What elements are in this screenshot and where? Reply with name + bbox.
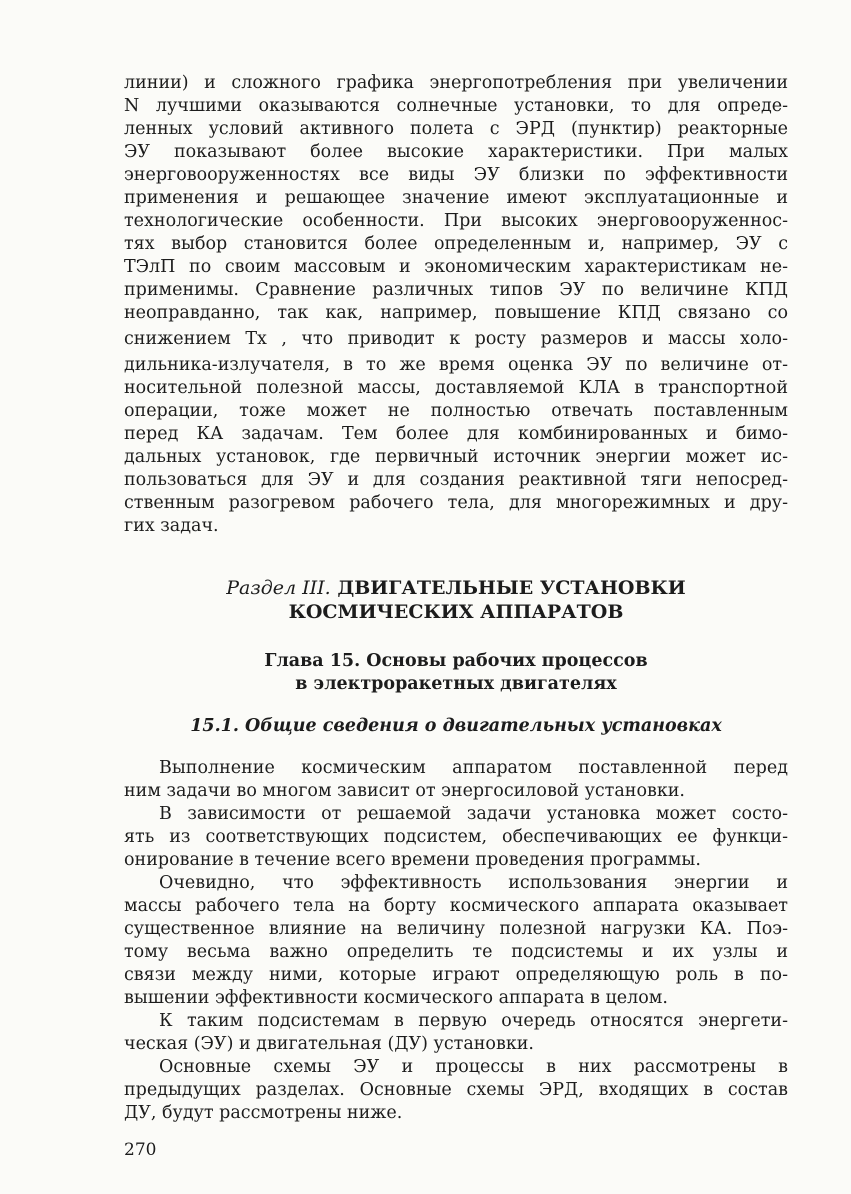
text-line: гих задач. [124,516,219,536]
text-line: предыдущих разделах. Основные схемы ЭРД, входящих в состав [124,1080,788,1100]
section-title-line-2: КОСМИЧЕСКИХ АППАРАТОВ [288,601,624,623]
text-line: ним задачи во многом зависит от энергосиловой установки. [124,781,685,801]
paragraph [124,1010,788,1056]
text-line: N лучшими оказываются солнечные установки, то для опреде- [124,96,788,116]
text-line: вышении эффективности космического аппарата в целом. [124,988,668,1008]
text-line: технологические особенности. При высоких энерговооруженнос- [124,211,788,231]
chapter-title-line-2: в электроракетных двигателях [295,674,617,694]
subsection-title: 15.1. Общие сведения о двигательных установках [190,716,722,736]
text-line: К таким подсистемам в первую очередь относятся энергети- [159,1011,788,1031]
text-line: применимы. Сравнение различных типов ЭУ по величине КПД [124,280,788,300]
paragraph [124,872,788,1010]
text-line: неоправданно, так как, например, повышение КПД связано со [124,303,788,323]
text-line: ственным разогревом рабочего тела, для многорежимных и дру- [124,493,788,513]
text-line: ять из соответствующих подсистем, обеспечивающих ее функци- [124,827,788,847]
paragraph [124,757,788,803]
paragraph [124,803,788,872]
text-line: Очевидно, что эффективность использования энергии и [159,873,788,893]
text-line: Выполнение космическим аппаратом поставленной перед [159,758,788,778]
text-line: тях выбор становится более определенным и, например, ЭУ с [124,234,788,254]
text-line: дальных установок, где первичный источник энергии может ис- [124,447,788,467]
text-line: ТЭлП по своим массовым и экономическим характеристикам не- [124,257,788,277]
text-line: тому весьма важно определить те подсистемы и их узлы и [124,942,788,962]
text-line: ЭУ показывают более высокие характеристики. При малых [124,142,788,162]
text-line: линии) и сложного графика энергопотребления при увеличении [124,73,788,93]
body-text [124,757,788,1125]
section-heading [124,576,788,601]
text-line: массы рабочего тела на борту космического аппарата оказывает [124,896,788,916]
text-line: существенное влияние на величину полезной нагрузки КА. Поэ- [124,919,788,939]
text-line: В зависимости от решаемой задачи установка может состо- [159,804,788,824]
chapter-title-line-1: Глава 15. Основы рабочих процессов [264,651,648,671]
text-line: онирование в течение всего времени проведения программы. [124,850,701,870]
text-line: связи между ними, которые играют определяющую роль в по- [124,965,788,985]
text-line: Основные схемы ЭУ и процессы в них рассмотрены в [159,1057,788,1077]
text-line: снижением Tх , что приводит к росту размеров и массы холо- [124,329,788,349]
section-heading-line-2 [124,600,788,625]
text-line: дильника-излучателя, в то же время оценка ЭУ по величине от- [124,355,788,375]
text-line: ленных условий активного полета с ЭРД (пунктир) реакторные [124,119,788,139]
text-line: энерговооруженностях все виды ЭУ близки по эффективности [124,165,788,185]
text-line: ДУ, будут рассмотрены ниже. [124,1103,403,1123]
text-line: применения и решающее значение имеют эксплуатационные и [124,188,788,208]
text-line: перед КА задачам. Тем более для комбинированных и бимо- [124,424,788,444]
section-title-line-1: ДВИГАТЕЛЬНЫЕ УСТАНОВКИ [337,577,686,599]
text-line: операции, тоже может не полностью отвечать поставленным [124,401,788,421]
text-line: ческая (ЭУ) и двигательная (ДУ) установки. [124,1034,534,1054]
paragraph [124,1056,788,1125]
text-line: носительной полезной массы, доставляемой КЛА в транспортной [124,378,788,398]
section-label: Раздел III. [226,577,331,599]
continued-paragraph [124,72,788,538]
text-line: пользоваться для ЭУ и для создания реактивной тяги непосред- [124,470,788,490]
page-number: 270 [124,1140,157,1160]
